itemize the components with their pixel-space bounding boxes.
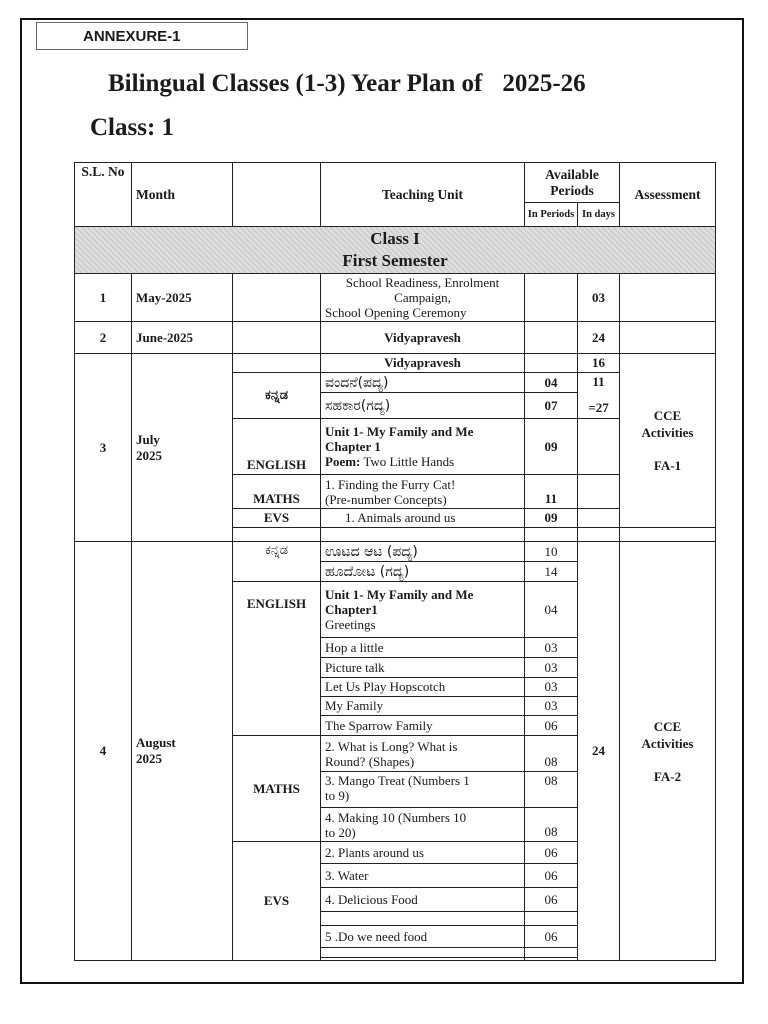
row4-maths-1 — [321, 736, 525, 772]
row3-maths-days — [578, 475, 620, 509]
row3-english-days — [578, 419, 620, 475]
class-label: Class: 1 — [90, 114, 175, 141]
row3-pad-periods — [525, 528, 578, 542]
row3-maths-l1: 1. Finding the Furry Cat! — [325, 476, 456, 492]
row3-pad-assessment — [620, 528, 716, 542]
row4-eng-item-periods: 03 — [525, 638, 578, 658]
row3-kannada-2: ಸಹಕಾರ(ಗದ್ಯ) — [321, 393, 525, 419]
row4-maths-3-periods: 08 — [525, 808, 578, 842]
annexure-label: ANNEXURE-1 — [36, 22, 248, 50]
row4-evs-item-periods: 06 — [525, 842, 578, 864]
row4-maths-1b: Round? (Shapes) — [325, 753, 415, 769]
row3-english-subject: ENGLISH — [233, 419, 321, 475]
row3-pad-days — [578, 528, 620, 542]
row3-subject-blank — [233, 354, 321, 373]
row3-maths-l2: (Pre-number Concepts) — [325, 491, 447, 507]
row2-unit: Vidyapravesh — [321, 322, 525, 354]
row4-kannada-2-periods: 14 — [525, 562, 578, 582]
row4-eng-item-periods: 03 — [525, 697, 578, 716]
row3-english-unit — [321, 419, 525, 475]
row4-evs-end-unit — [321, 958, 525, 961]
row4-evs-item-unit: 5 .Do we need food — [321, 926, 525, 948]
row4-eng-item-unit: Picture talk — [321, 658, 525, 678]
row3-kannada-1: ವಂದನೆ(ಪದ್ಯ) — [321, 373, 525, 393]
title-year: 2025-26 — [502, 70, 586, 97]
row4-evs-item-periods: 06 — [525, 926, 578, 948]
row3-month-line2: 2025 — [136, 447, 162, 463]
semester-class: Class I — [370, 229, 420, 248]
row4-month-line2: 2025 — [136, 751, 162, 766]
row4-evs-pad-unit — [321, 912, 525, 926]
row3-english-l2: Chapter 1 — [325, 439, 381, 454]
row3-evs-unit: 1. Animals around us — [321, 509, 525, 528]
row1-subject — [233, 274, 321, 322]
row2-subject — [233, 322, 321, 354]
row4-maths-1a: 2. What is Long? What is — [325, 738, 458, 754]
row4-evs-subject: EVS — [233, 842, 321, 961]
row3-assess-2: Activities — [641, 425, 694, 440]
row1-days: 03 — [578, 274, 620, 322]
row4-maths-3a: 4. Making 10 (Numbers 10 — [325, 809, 467, 825]
row1-assessment — [620, 274, 716, 322]
row4-evs-item-unit: 3. Water — [321, 864, 525, 888]
row2-periods — [525, 322, 578, 354]
row4-eng-item-periods: 03 — [525, 658, 578, 678]
row4-evs-item-periods: 06 — [525, 864, 578, 888]
row3-sl: 3 — [75, 354, 132, 542]
row4-assess-2: Activities — [641, 735, 694, 751]
row4-assess-1: CCE — [653, 718, 682, 734]
year-plan-table — [74, 162, 716, 961]
header-subject-col — [233, 163, 321, 227]
row3-english-l3a: Poem: — [325, 454, 361, 469]
row4-maths-2 — [321, 772, 525, 808]
row1-sl: 1 — [75, 274, 132, 322]
row3-english-l3 — [325, 454, 520, 469]
row2-days: 24 — [578, 322, 620, 354]
row3-evs-periods: 09 — [525, 509, 578, 528]
row4-maths-2-periods: 08 — [525, 772, 578, 808]
row4-evs-end-periods — [525, 958, 578, 961]
row4-eng-item-unit: My Family — [321, 697, 525, 716]
row3-english-periods: 09 — [525, 419, 578, 475]
row4-evs-tail-periods — [525, 948, 578, 958]
row3-vidya-periods — [525, 354, 578, 373]
semester-name: First Semester — [342, 251, 448, 270]
row4-english-l2: Chapter1 — [325, 602, 378, 617]
row1-unit — [321, 274, 525, 322]
row4-eng-item-unit: Let Us Play Hopscotch — [321, 678, 525, 697]
row4-kannada-1: ಊಟದ ಆಟ (ಪದ್ಯ) — [321, 542, 525, 562]
row4-evs-item-periods: 06 — [525, 888, 578, 912]
row1-unit-line2: Campaign, — [394, 290, 451, 305]
header-in-days: In days — [578, 203, 620, 227]
row4-month-line1: August — [136, 735, 176, 750]
row4-maths-3b: to 20) — [325, 824, 356, 840]
row3-assess-3: FA-1 — [653, 458, 682, 473]
row3-days-2: =27 — [588, 400, 609, 415]
row4-eng-item-periods: 03 — [525, 678, 578, 697]
row2-assessment — [620, 322, 716, 354]
row4-maths-subject: MATHS — [233, 736, 321, 842]
row4-eng-item-unit: Hop a little — [321, 638, 525, 658]
row4-maths-3 — [321, 808, 525, 842]
row4-maths-2b: to 9) — [325, 788, 350, 803]
semester-banner — [75, 227, 716, 274]
row2-sl: 2 — [75, 322, 132, 354]
row4-days: 24 — [578, 542, 620, 961]
row3-english-l3b: Two Little Hands — [360, 454, 455, 469]
row4-kannada-subject: ಕನ್ನಡ — [233, 542, 321, 582]
row4-assessment — [620, 542, 716, 961]
header-teaching-unit: Teaching Unit — [321, 163, 525, 227]
row4-evs-tail-unit — [321, 948, 525, 958]
row4-eng-item-periods: 06 — [525, 716, 578, 736]
row3-kannada-2-periods: 07 — [525, 393, 578, 419]
row4-month — [132, 542, 233, 961]
row1-periods — [525, 274, 578, 322]
header-available-periods: Available Periods — [525, 163, 620, 203]
row3-kannada-subject: ಕನ್ನಡ — [233, 373, 321, 419]
row4-kannada-1-periods: 10 — [525, 542, 578, 562]
row3-month-line1: July — [136, 431, 160, 447]
row3-maths-periods: 11 — [525, 475, 578, 509]
row3-maths-subject: MATHS — [233, 475, 321, 509]
row3-maths-unit — [321, 475, 525, 509]
row3-vidya-days: 16 — [578, 354, 620, 373]
header-assessment: Assessment — [620, 163, 716, 227]
row4-assess-3: FA-2 — [653, 768, 682, 784]
row4-english-p1: 04 — [525, 582, 578, 638]
header-month: Month — [132, 163, 233, 227]
header-in-periods: In Periods — [525, 203, 578, 227]
row1-unit-line3: School Opening Ceremony — [325, 305, 467, 320]
title-text: Bilingual Classes (1-3) Year Plan of — [108, 70, 483, 97]
row3-pad-subject — [233, 528, 321, 542]
row4-maths-2a: 3. Mango Treat (Numbers 1 — [325, 773, 470, 788]
row2-month: June-2025 — [132, 322, 233, 354]
row1-unit-line1: School Readiness, Enrolment — [345, 275, 500, 290]
row4-english-l3: Greetings — [325, 617, 376, 632]
row4-eng-item-unit: The Sparrow Family — [321, 716, 525, 736]
row4-evs-pad-periods — [525, 912, 578, 926]
row3-month — [132, 354, 233, 542]
row4-maths-1-periods: 08 — [525, 736, 578, 772]
row3-kannada-1-periods: 04 — [525, 373, 578, 393]
row4-english-subject: ENGLISH — [233, 582, 321, 736]
row4-kannada-2: ಹೂದೋಟ (ಗದ್ಯ) — [321, 562, 525, 582]
row4-english-l1: Unit 1- My Family and Me — [325, 587, 474, 602]
row3-days-block — [578, 373, 620, 419]
row4-evs-item-unit: 2. Plants around us — [321, 842, 525, 864]
row3-assess-1: CCE — [653, 408, 682, 423]
row3-evs-days — [578, 509, 620, 528]
header-sl-no: S.L. No — [75, 163, 132, 227]
row3-vidya: Vidyapravesh — [321, 354, 525, 373]
row4-english-unit — [321, 582, 525, 638]
row3-assessment — [620, 354, 716, 528]
row4-evs-item-unit: 4. Delicious Food — [321, 888, 525, 912]
row3-english-l1: Unit 1- My Family and Me — [325, 424, 474, 439]
page-title — [108, 70, 586, 98]
row4-sl: 4 — [75, 542, 132, 961]
row1-month: May-2025 — [132, 274, 233, 322]
row3-days-1: 11 — [592, 374, 605, 389]
row3-evs-subject: EVS — [233, 509, 321, 528]
row3-pad-unit — [321, 528, 525, 542]
